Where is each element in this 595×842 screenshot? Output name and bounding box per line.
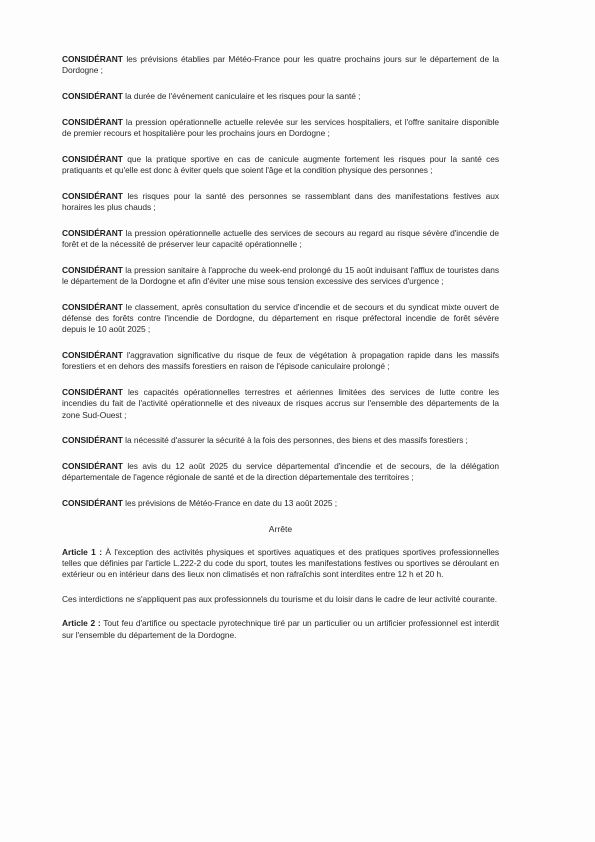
considerant-7 bbox=[62, 265, 499, 288]
considerant-lead: CONSIDÉRANT bbox=[62, 190, 123, 201]
considerant-3 bbox=[62, 117, 499, 140]
arrete-title: Arrête bbox=[268, 523, 293, 534]
considerant-4 bbox=[62, 154, 499, 177]
considerant-text: les prévisions établies par Météo-France pour les quatre prochains jours sur le département de la Dordogne ; bbox=[62, 54, 499, 76]
article-text: À l'exception des activités physiques et sportives aquatiques et des pratiques sportives professionnelles telles que définies par l'article L.222-2 du code du sport, toutes les manifestations festives ou sportives se déroulant en extérieur ou en intérieur dans des lieux non climatisés et non rafraîchis sont interdites entre 12 h et 20 h. bbox=[62, 546, 499, 580]
article-lead: Article 1 : bbox=[62, 546, 102, 557]
considerant-12 bbox=[62, 461, 499, 484]
considerant-5 bbox=[62, 191, 499, 214]
considerant-10 bbox=[62, 387, 499, 421]
considerant-text: les prévisions de Météo-France en date du 13 août 2025 ; bbox=[122, 498, 337, 508]
considerant-text: la durée de l'événement caniculaire et les risques pour la santé ; bbox=[122, 91, 361, 101]
considerant-8 bbox=[62, 302, 499, 336]
considerant-text: les risques pour la santé des personnes se rassemblant dans des manifestations festives aux horaires les plus chauds ; bbox=[62, 190, 499, 212]
considerant-11 bbox=[62, 435, 499, 446]
considerant-text: la pression sanitaire à l'approche du week-end prolongé du 15 août induisant l'afflux de touristes dans le département de la Dordogne et afin d'éviter une mise sous tension excessive des services d'urgence ; bbox=[62, 264, 499, 286]
considerant-lead: CONSIDÉRANT bbox=[62, 350, 123, 360]
article-text: Tout feu d'artifice ou spectacle pyrotechnique tiré par un particulier ou un artificier professionnel est interdit sur l'ensemble du département de la Dordogne. bbox=[62, 618, 499, 640]
considerant-text: la pression opérationnelle actuelle des services de secours au regard au risque sévère d'incendie de forêt et de la nécessité de préserver leur capacité opérationnelle ; bbox=[62, 227, 499, 249]
article-text: Ces interdictions ne s'appliquent pas aux professionnels du tourisme et du loisir dans le cadre de leur activité courante. bbox=[62, 593, 497, 604]
considerant-text: que la pratique sportive en cas de canicule augmente fortement les risques pour la santé ces pratiquants et qu'elle est donc à éviter quels que soient l'âge et la condition physique des personnes ; bbox=[62, 153, 499, 175]
considerant-lead: CONSIDÉRANT bbox=[62, 116, 123, 127]
considerant-lead: CONSIDÉRANT bbox=[62, 301, 123, 312]
considerant-2 bbox=[62, 91, 499, 102]
article-1-exception bbox=[62, 594, 499, 605]
considerant-9 bbox=[62, 350, 499, 373]
considerant-text: le classement, après consultation du service d'incendie et de secours et du syndicat mixte ouvert de défense des forêts contre l'incendie de Dordogne, du département en risque préfectoral incendie de forêt sévère depuis le 10 août 2025 ; bbox=[62, 301, 499, 335]
considerant-1 bbox=[62, 54, 499, 77]
article-1 bbox=[62, 547, 499, 581]
considerant-text: les capacités opérationnelles terrestres et aériennes limitées des services de lutte contre les incendies du fait de l'activité opérationnelle et des niveaux de risques accrus sur l'ensemble des départements de la zone Sud-Ouest ; bbox=[62, 387, 499, 420]
considerant-lead: CONSIDÉRANT bbox=[62, 461, 123, 471]
considerant-lead: CONSIDÉRANT bbox=[62, 498, 123, 508]
considerant-13 bbox=[62, 498, 499, 509]
article-2 bbox=[62, 618, 499, 641]
considerant-lead: CONSIDÉRANT bbox=[62, 387, 123, 397]
considerant-lead: CONSIDÉRANT bbox=[62, 227, 123, 238]
considerant-lead: CONSIDÉRANT bbox=[62, 91, 123, 101]
considerant-lead: CONSIDÉRANT bbox=[62, 435, 123, 446]
considerant-lead: CONSIDÉRANT bbox=[62, 153, 123, 164]
considerant-text: l'aggravation significative du risque de feux de végétation à propagation rapide dans les massifs forestiers et en dehors des massifs forestiers en raison de l'épisode caniculaire prolongé ; bbox=[62, 350, 499, 372]
considerant-lead: CONSIDÉRANT bbox=[62, 54, 123, 64]
considerant-text: les avis du 12 août 2025 du service départemental d'incendie et de secours, de la délégation départementale de l'agence régionale de santé et de la direction départementale des territoires ; bbox=[62, 461, 499, 483]
considerant-text: la nécessité d'assurer la sécurité à la fois des personnes, des biens et des massifs forestiers ; bbox=[122, 435, 468, 446]
article-lead: Article 2 : bbox=[62, 618, 101, 629]
considerant-text: la pression opérationnelle actuelle relevée sur les services hospitaliers, et l'offre sanitaire disponible de premier recours et hospitalière pour les prochains jours en Dordogne ; bbox=[62, 116, 499, 138]
considerant-6 bbox=[62, 228, 499, 251]
considerant-lead: CONSIDÉRANT bbox=[62, 264, 123, 275]
